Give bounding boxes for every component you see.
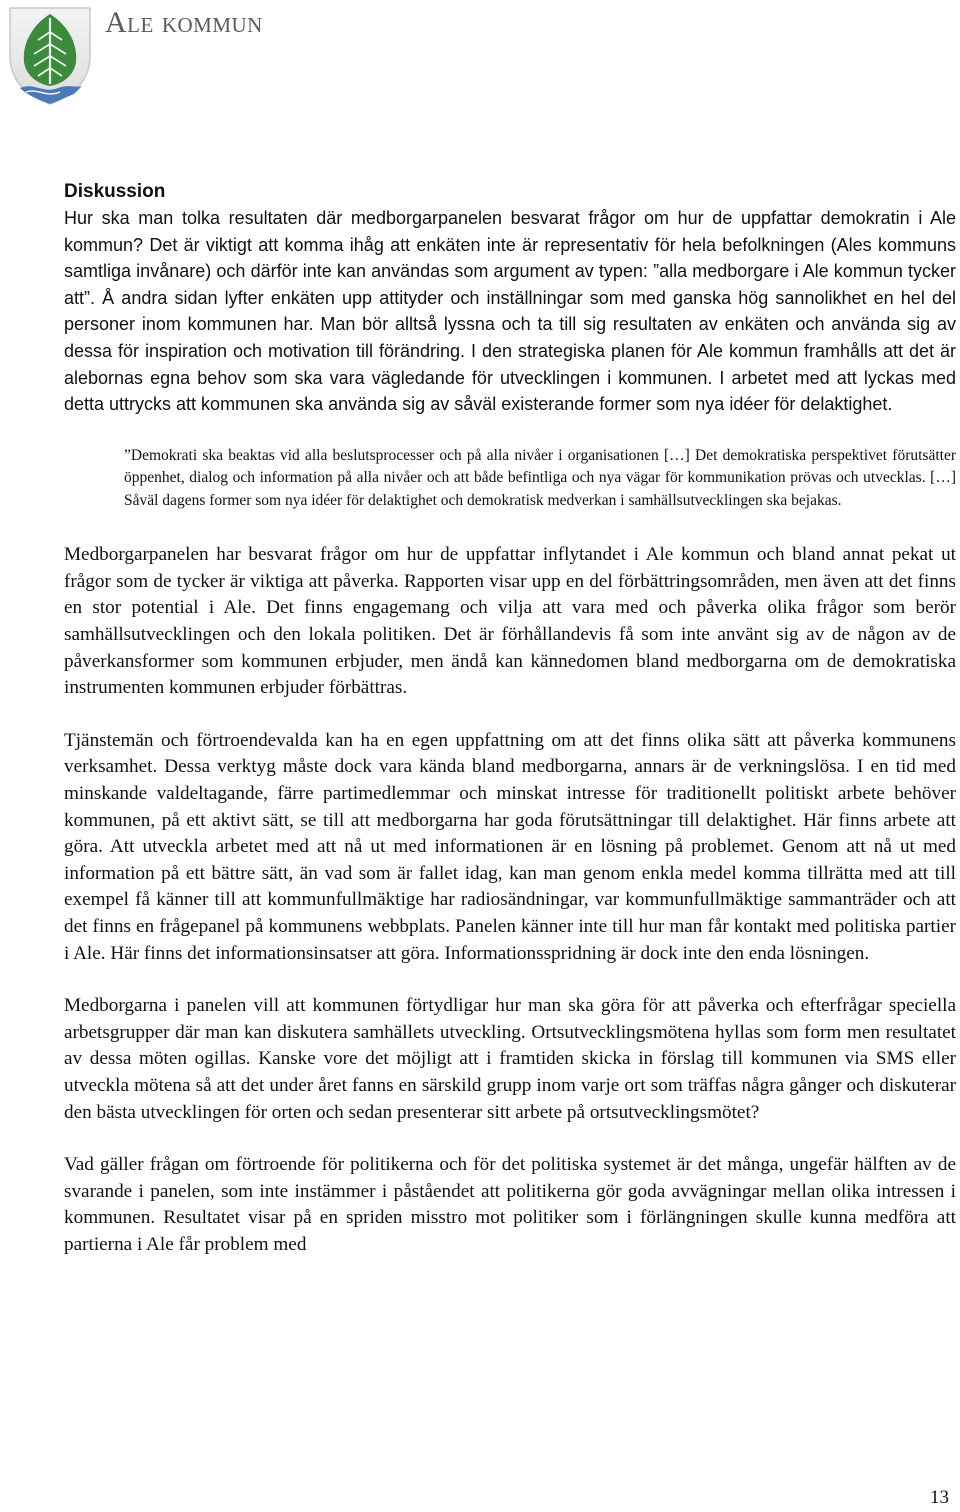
section-heading: Diskussion	[64, 181, 166, 202]
page-number: 13	[930, 1487, 949, 1508]
document-body	[64, 178, 956, 1259]
body-paragraph: Vad gäller frågan om förtroende för politikerna och för det politiska systemet är det många, ungefär hälften av de svarande i panelen, som inte instämmer i påståendet att politikerna gör goda avvägningar mellan olika intressen i kommunen. Resultatet visar på en spriden misstro mot politiker som i förlängningen skulle kunna medföra att partierna i Ale får problem med	[64, 1154, 956, 1255]
block-quote: ”Demokrati ska beaktas vid alla beslutsprocesser och på alla nivåer i organisationen […] Det demokratiska perspektivet förutsätter öppenhet, dialog och information på alla nivåer och att både befintliga och nya vägar för kommunikation prövas och utvecklas. […] Såväl dagens former som nya idéer för delaktighet och demokratisk medverkan i samhällsutvecklingen ska bejakas.	[124, 446, 956, 509]
body-paragraph: Hur ska man tolka resultaten där medborgarpanelen besvarat frågor om hur de uppfattar demokratin i Ale kommun? Det är viktigt att komma ihåg att enkäten inte är representativ för hela befolkningen (Ales kommuns samtliga invånare) och därför inte kan användas som argument av typen: ”alla medborgare i Ale kommun tycker att”. Å andra sidan lyfter enkäten upp attityder och inställningar som med ganska hög sannolikhet en hel del personer inom kommunen har. Man bör alltså lyssna och ta till sig resultaten av enkäten och använda sig av dessa för inspiration och motivation till förändring. I den strategiska planen för Ale kommun framhålls att det är alebornas egna behov som ska vara vägledande för utvecklingen i kommunen. I arbetet med att lyckas med detta uttrycks att kommunen ska använda sig av såväl existerande former som nya idéer för delaktighet.	[64, 208, 956, 415]
body-paragraph: Medborgarpanelen har besvarat frågor om hur de uppfattar inflytandet i Ale kommun och bland annat pekat ut frågor som de tycker är viktiga att påverka. Rapporten visar upp en del förbättringsområden, men även att det finns en stor potential i Ale. Det finns engagemang och vilja att vara med och påverka olika frågor som berör samhällsutvecklingen och den lokala politiken. Det är förhållandevis få som inte använt sig av de någon av de påverkansformer som kommunen erbjuder, men ändå kan kännedomen bland medborgarna om de demokratiska instrumenten kommunen erbjuder förbättras.	[64, 544, 956, 699]
body-paragraph: Medborgarna i panelen vill att kommunen förtydligar hur man ska göra för att påverka och efterfrågar speciella arbetsgrupper där man kan diskutera samhällets utveckling. Ortsutvecklingsmötena hyllas som form men resultatet av dessa möten ogillas. Kanske vore det möjligt att i framtiden skicka in förslag till kommunen via SMS eller utveckla mötena så att det under året fanns en särskild grupp inom varje ort som träffas några gånger och diskuterar den bästa utvecklingen för orten och sedan presenterar sitt arbete på ortsutvecklingsmötet?	[64, 995, 956, 1123]
leaf-shield-icon	[4, 2, 96, 106]
page-header	[0, 0, 960, 110]
organization-name: Ale kommun	[105, 6, 263, 39]
body-paragraph: Tjänstemän och förtroendevalda kan ha en egen uppfattning om att det finns olika sätt att påverka kommunens verksamhet. Dessa verktyg måste dock vara kända bland medborgarna, annars är de verkningslösa. I en tid med minskande valdeltagande, färre partimedlemmar och minskat intresse för traditionellt politiskt arbete behöver kommunen, på ett aktivt sätt, se till att medborgarna har goda förutsättningar till delaktighet. Här finns arbete att göra. Att utveckla arbetet med att nå ut med informationen är en lösning på problemet. Genom att nå ut med information på ett bättre sätt, än vad som är fallet idag, kan man genom enkla medel komma tillrätta med att till exempel få känner till att kommunfullmäktige har radiosändningar, var kommunfullmäktige sammanträder och att det finns en frågepanel på kommunens webbplats. Panelen känner inte till hur man får kontakt med politiska partier i Ale. Här finns det informationsinsatser att göra. Informationsspridning är dock inte den enda lösningen.	[64, 729, 956, 964]
